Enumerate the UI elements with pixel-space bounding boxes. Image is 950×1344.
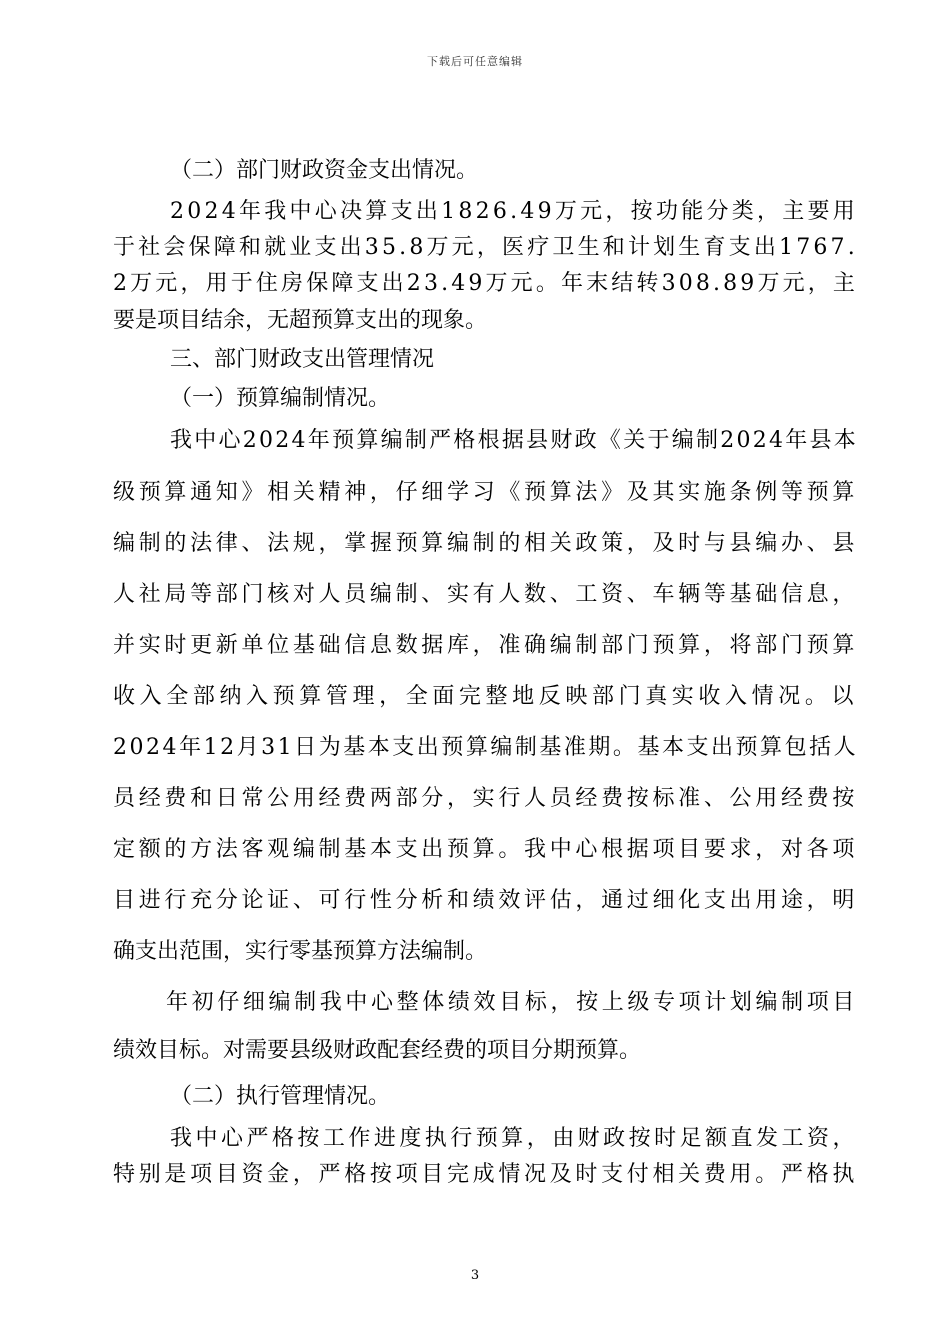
text-line: 三、部门财政支出管理情况 [170, 347, 435, 372]
text-line: 2024年12月31日为基本支出预算编制基准期。基本支出预算包括人 [113, 735, 859, 760]
text-line: 2024年我中心决算支出1826.49万元，按功能分类，主要用 [170, 199, 859, 224]
text-line: 要是项目结余，无超预算支出的现象。 [113, 308, 488, 333]
text-line: 员经费和日常公用经费两部分，实行人员经费按标准、公用经费按 [113, 786, 859, 811]
text-line: 于社会保障和就业支出35.8万元，医疗卫生和计划生育支出1767. [113, 235, 858, 260]
text-line: 我中心2024年预算编制严格根据县财政《关于编制2024年县本 [170, 428, 859, 453]
text-line: 定额的方法客观编制基本支出预算。我中心根据项目要求，对各项 [113, 837, 859, 862]
text-line: （一）预算编制情况。 [170, 386, 391, 411]
text-line: （二）部门财政资金支出情况。 [170, 158, 479, 183]
text-line: 级预算通知》相关精神，仔细学习《预算法》及其实施条例等预算 [113, 480, 859, 505]
page-number: 3 [470, 1268, 480, 1283]
page-header-note: 下载后可任意编辑 [427, 55, 523, 68]
text-line: 2万元，用于住房保障支出23.49万元。年末结转308.89万元，主 [113, 271, 859, 296]
text-line: （二）执行管理情况。 [170, 1084, 391, 1109]
text-line: 绩效目标。对需要县级财政配套经费的项目分期预算。 [113, 1038, 642, 1063]
text-line: 收入全部纳入预算管理，全面完整地反映部门真实收入情况。以 [113, 684, 859, 709]
text-line: 年初仔细编制我中心整体绩效目标，按上级专项计划编制项目 [166, 990, 859, 1015]
text-line: 确支出范围，实行零基预算方法编制。 [113, 939, 488, 964]
text-line: 编制的法律、法规，掌握预算编制的相关政策，及时与县编办、县 [113, 531, 859, 556]
text-line: 我中心严格按工作进度执行预算，由财政按时足额直发工资， [170, 1126, 858, 1151]
text-line: 特别是项目资金，严格按项目完成情况及时支付相关费用。严格执 [113, 1162, 859, 1187]
text-line: 人社局等部门核对人员编制、实有人数、工资、车辆等基础信息， [113, 582, 859, 607]
text-line: 目进行充分论证、可行性分析和绩效评估，通过细化支出用途，明 [113, 888, 859, 913]
text-line: 并实时更新单位基础信息数据库，准确编制部门预算，将部门预算 [113, 633, 859, 658]
